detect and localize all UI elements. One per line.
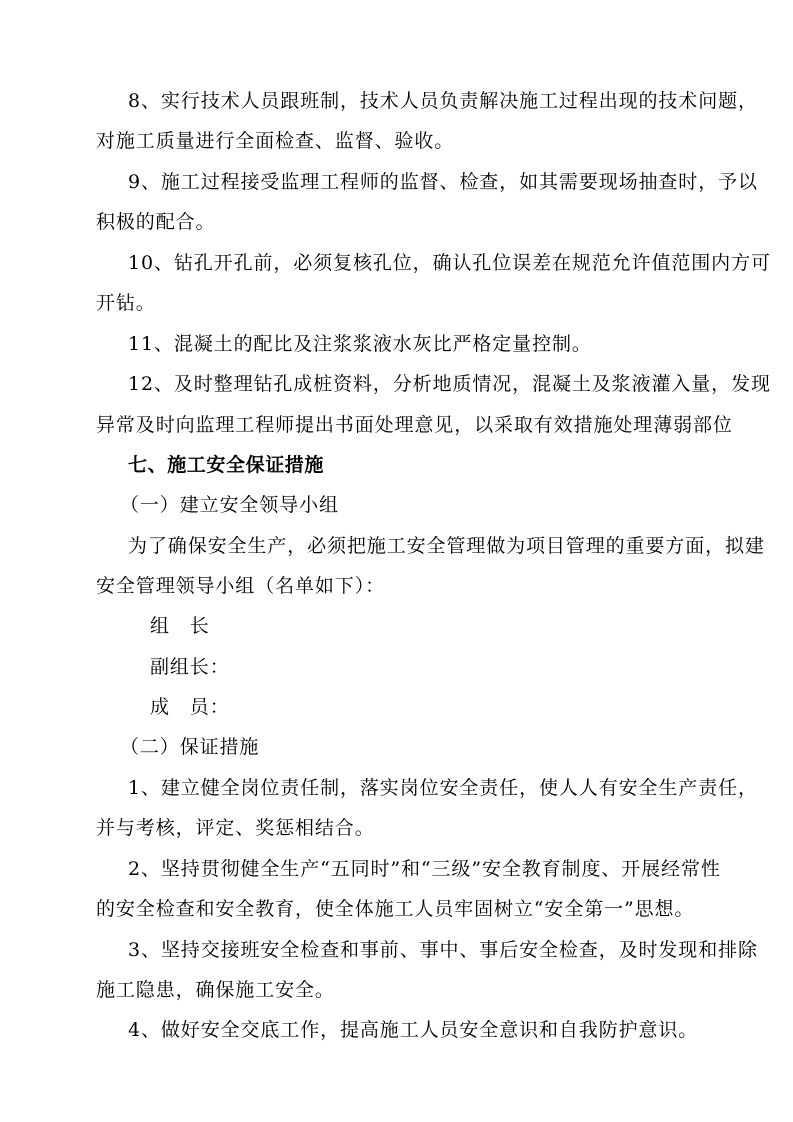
measure-3-line-2: 施工隐患，确保施工安全。 [96, 979, 335, 1001]
paragraph-8-line-1: 8、实行技术人员跟班制，技术人员负责解决施工过程出现的技术问题， [128, 90, 758, 112]
measure-1-line-2: 并与考核，评定、奖惩相结合。 [96, 817, 375, 839]
paragraph-11-line-1: 11、混凝土的配比及注浆浆液水灰比严格定量控制。 [128, 333, 592, 355]
measure-3-line-1: 3、坚持交接班安全检查和事前、事中、事后安全检查，及时发现和排除 [128, 939, 758, 961]
paragraph-12-line-2: 异常及时向监理工程师提出书面处理意见，以采取有效措施处理薄弱部位 [96, 414, 733, 436]
measure-4-line-1: 4、做好安全交底工作，提高施工人员安全意识和自我防护意识。 [128, 1019, 699, 1041]
paragraph-9-line-1: 9、施工过程接受监理工程师的监督、检查，如其需要现场抽查时，予以 [128, 171, 758, 193]
paragraph-9-line-2: 积极的配合。 [96, 211, 216, 233]
paragraph-10-line-2: 开钻。 [96, 292, 156, 314]
measure-1-line-1: 1、建立健全岗位责任制，落实岗位安全责任，使人人有安全生产责任， [128, 777, 758, 799]
deputy-leader-label: 副组长： [150, 656, 230, 678]
paragraph-12-line-1: 12、及时整理钻孔成桩资料，分析地质情况，混凝土及浆液灌入量，发现 [128, 373, 771, 395]
paragraph-8-line-2: 对施工质量进行全面检查、监督、验收。 [96, 130, 455, 152]
paragraph-10-line-1: 10、钻孔开孔前，必须复核孔位，确认孔位误差在规范允许值范围内方可 [128, 252, 771, 274]
subsection-2-heading: （二）保证措施 [120, 736, 260, 758]
subsection-1-heading: （一）建立安全领导小组 [120, 494, 339, 516]
safety-intro-line-2: 安全管理领导小组（名单如下）： [96, 575, 386, 597]
section-7-heading: 七、施工安全保证措施 [128, 454, 325, 476]
measure-2-line-2: 的安全检查和安全教育，使全体施工人员牢固树立“安全第一”思想。 [96, 898, 695, 920]
members-label: 成 员： [150, 696, 230, 718]
team-leader-label: 组 长 [150, 615, 210, 637]
safety-intro-line-1: 为了确保安全生产，必须把施工安全管理做为项目管理的重要方面，拟建 [128, 535, 765, 557]
measure-2-line-1: 2、坚持贯彻健全生产“五同时”和“三级”安全教育制度、开展经常性 [128, 858, 721, 880]
